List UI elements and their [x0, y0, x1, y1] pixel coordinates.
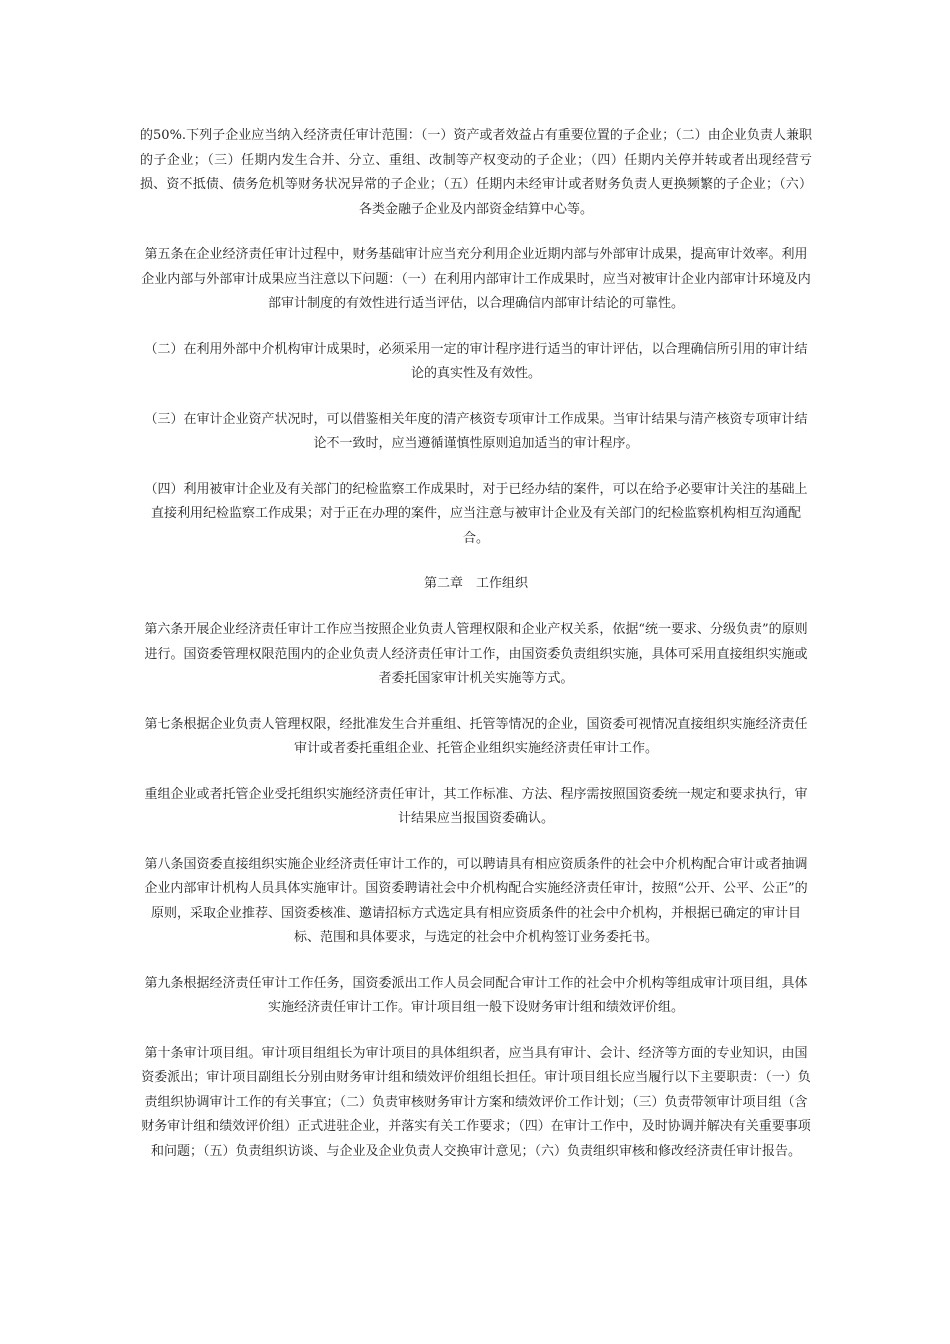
- paragraph-article-10: 第十条审计项目组。审计项目组组长为审计项目的具体组织者，应当具有审计、会计、经济等方面的专业知识，由国资委派出；审计项目副组长分别由财务审计组和绩效评价组组长担任。审计项目组长应当履行以下主要职责：（一）负责组织协调审计工作的有关事宜；（二）负责审核财务审计方案和绩效评价工作计划；（三）负责带领审计项目组（含财务审计组和绩效评价组）正式进驻企业，并落实有关工作要求；（四）在审计工作中，及时协调并解决有关重要事项和问题；（五）负责组织访谈、与企业及企业负责人交换审计意见；（六）负责组织审核和修改经济责任审计报告。: [141, 1045, 811, 1159]
- paragraph-article-7-reorg: 重组企业或者托管企业受托组织实施经济责任审计，其工作标准、方法、程序需按照国资委统一规定和要求执行，审计结果应当报国资委确认。: [144, 786, 808, 826]
- paragraph-article-5-item-4: （四）利用被审计企业及有关部门的纪检监察工作成果时，对于已经办结的案件，可以在给予必要审计关注的基础上直接利用纪检监察工作成果；对于正在办理的案件，应当注意与被审计企业及有关部门的纪检监察机构相互沟通配合。: [144, 481, 808, 546]
- paragraph-article-8: 第八条国资委直接组织实施企业经济责任审计工作的，可以聘请具有相应资质条件的社会中介机构配合审计或者抽调企业内部审计机构人员具体实施审计。国资委聘请社会中介机构配合实施经济责任审计，按照“公开、公平、公正”的原则，采取企业推荐、国资委核准、邀请招标方式选定具有相应资质条件的社会中介机构，并根据已确定的审计目标、范围和具体要求，与选定的社会中介机构签订业务委托书。: [144, 856, 808, 945]
- paragraph-article-5-item-2: （二）在利用外部中介机构审计成果时，必须采用一定的审计程序进行适当的审计评估，以合理确信所引用的审计结论的真实性及有效性。: [144, 341, 808, 381]
- paragraph-article-6: 第六条开展企业经济责任审计工作应当按照企业负责人管理权限和企业产权关系，依据“统一要求、分级负责”的原则进行。国资委管理权限范围内的企业负责人经济责任审计工作，由国资委负责组织实施，具体可采用直接组织实施或者委托国家审计机关实施等方式。: [144, 622, 808, 686]
- chapter-heading: 第二章 工作组织: [423, 576, 528, 591]
- paragraph-article-5: 第五条在企业经济责任审计过程中，财务基础审计应当充分利用企业近期内部与外部审计成果，提高审计效率。利用企业内部与外部审计成果应当注意以下问题：（一）在利用内部审计工作成果时，应当对被审计企业内部审计环境及内部审计制度的有效性进行适当评估，以合理确信内部审计结论的可靠性。: [141, 247, 811, 311]
- paragraph-article-5-item-3: （三）在审计企业资产状况时，可以借鉴相关年度的清产核资专项审计工作成果。当审计结果与清产核资专项审计结论不一致时，应当遵循谨慎性原则追加适当的审计程序。: [144, 411, 808, 451]
- document-page: [140, 124, 812, 1185]
- paragraph-article-7: 第七条根据企业负责人管理权限，经批准发生合并重组、托管等情况的企业，国资委可视情况直接组织实施经济责任审计或者委托重组企业、托管企业组织实施经济责任审计工作。: [144, 716, 808, 756]
- paragraph-article-4-continued: 的50%.下列子企业应当纳入经济责任审计范围：（一）资产或者效益占有重要位置的子企业；（二）由企业负责人兼职的子企业；（三）任期内发生合并、分立、重组、改制等产权变动的子企业；（四）任期内关停并转或者出现经营亏损、资不抵债、债务危机等财务状况异常的子企业；（五）任期内未经审计或者财务负责人更换频繁的子企业；（六）各类金融子企业及内部资金结算中心等。: [140, 128, 812, 217]
- paragraph-article-9: 第九条根据经济责任审计工作任务，国资委派出工作人员会同配合审计工作的社会中介机构等组成审计项目组，具体实施经济责任审计工作。审计项目组一般下设财务审计组和绩效评价组。: [144, 975, 808, 1015]
